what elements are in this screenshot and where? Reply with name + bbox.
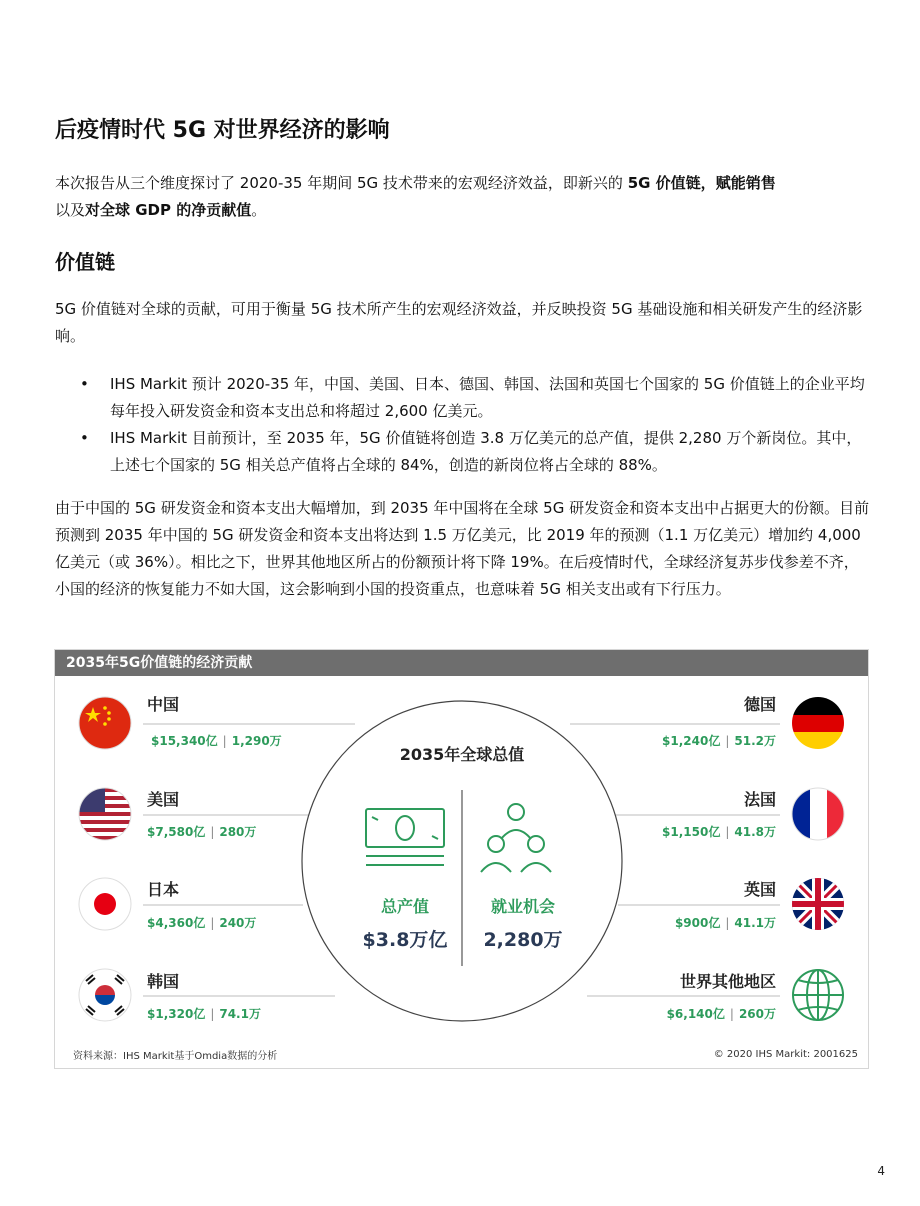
intro-text-3: 以及 [55,201,86,219]
intro-paragraph [55,170,870,224]
country-values-rest-of-world: $6,140亿 | 260万 [666,1007,776,1021]
intro-text-4: 。 [251,201,267,219]
china-paragraph: 由于中国的 5G 研发资金和资本支出大幅增加，到 2035 年中国将在全球 5G 研发资金和资本支出中占据更大的份额。目前预测到 2035 年中国的 5G 研发资金和资本支出将达到 1.5 万亿美元，比 2019 年的预测（1.1 万亿美元）增加约 4,000 亿美元（或 36%）。相比之下，世界其他地区所占的份额预计将下降 19%。在后疫情时代，全球经济复苏步伐参差不齐，小国的经济的恢复能力不如大国，这会影响到小国的投资重点，也意味着 5G 相关支出或有下行压力。 [55,499,870,598]
section-title-value-chain: 价值链 [55,250,115,274]
copyright-note: © 2020 IHS Markit: 2001625 [713,1049,858,1060]
globe-icon [793,970,843,1020]
bullet-dot: • [80,429,89,447]
bullet-text: IHS Markit 目前预计，至 2035 年，5G 价值链将创造 3.8 万亿美元的总产值，提供 2,280 万个新岗位。其中，上述七个国家的 5G 相关总产值将占全球的 84%，创造的新岗位将占全球的 88%。 [110,429,862,474]
bullet-item-2 [80,425,875,479]
country-name-usa: 美国 [147,790,180,809]
intro-comma: ， [700,174,716,192]
country-name-japan: 日本 [147,880,180,899]
china-flag [79,697,131,749]
country-values-germany: $1,240亿 | 51.2万 [662,734,776,748]
korea-flag [79,969,131,1021]
bullet-dot: • [80,375,89,393]
country-values-korea: $1,320亿 | 74.1万 [147,1007,261,1021]
intro-text-1: 本次报告从三个维度探讨了 2020-35 年期间 5G 技术带来的宏观经济效益，即新兴的 [55,174,628,192]
country-name-china: 中国 [147,695,180,714]
infographic-panel [54,649,869,1069]
bullet-text: IHS Markit 预计 2020-35 年，中国、美国、日本、德国、韩国、法国和英国七个国家的 5G 价值链上的企业平均每年投入研发资金和资本支出总和将超过 2,600 亿美元。 [110,375,865,420]
country-values-usa: $7,580亿 | 280万 [147,825,257,839]
country-name-korea: 韩国 [147,972,180,991]
germany-flag [792,697,844,749]
country-name-uk: 英国 [743,880,776,899]
japan-flag [79,878,131,930]
bullet-item-1 [80,371,875,425]
uk-flag [792,878,844,930]
country-values-france: $1,150亿 | 41.8万 [662,825,776,839]
country-name-germany: 德国 [743,695,776,714]
jobs-value: 2,280万 [483,929,563,951]
page-number: 4 [877,1164,885,1178]
intro-bold-gdp: 对全球 GDP 的净贡献值 [85,201,252,219]
center-title: 2035年全球总值 [399,745,525,764]
country-values-uk: $900亿 | 41.1万 [674,916,776,930]
intro-bold-sales: 赋能销售 [715,174,776,192]
output-label: 总产值 [380,897,429,916]
output-value: $3.8万亿 [362,929,448,951]
page-title: 后疫情时代 5G 对世界经济的影响 [55,118,390,143]
intro-bold-value-chain: 5G 价值链 [627,174,701,192]
section-paragraph: 5G 价值链对全球的贡献，可用于衡量 5G 技术所产生的宏观经济效益，并反映投资 5G 基础设施和相关研发产生的经济影响。 [55,300,863,345]
country-name-france: 法国 [743,790,776,809]
country-values-japan: $4,360亿 | 240万 [147,916,257,930]
usa-flag [79,788,131,840]
source-note: 资料来源：IHS Markit基于Omdia数据的分析 [73,1051,278,1062]
country-name-rest-of-world: 世界其他地区 [679,972,776,991]
country-values-china: $15,340亿 | 1,290万 [151,734,282,748]
infographic-header: 2035年5G价值链的经济贡献 [55,650,868,676]
jobs-label: 就业机会 [490,897,555,916]
france-flag [792,788,844,840]
